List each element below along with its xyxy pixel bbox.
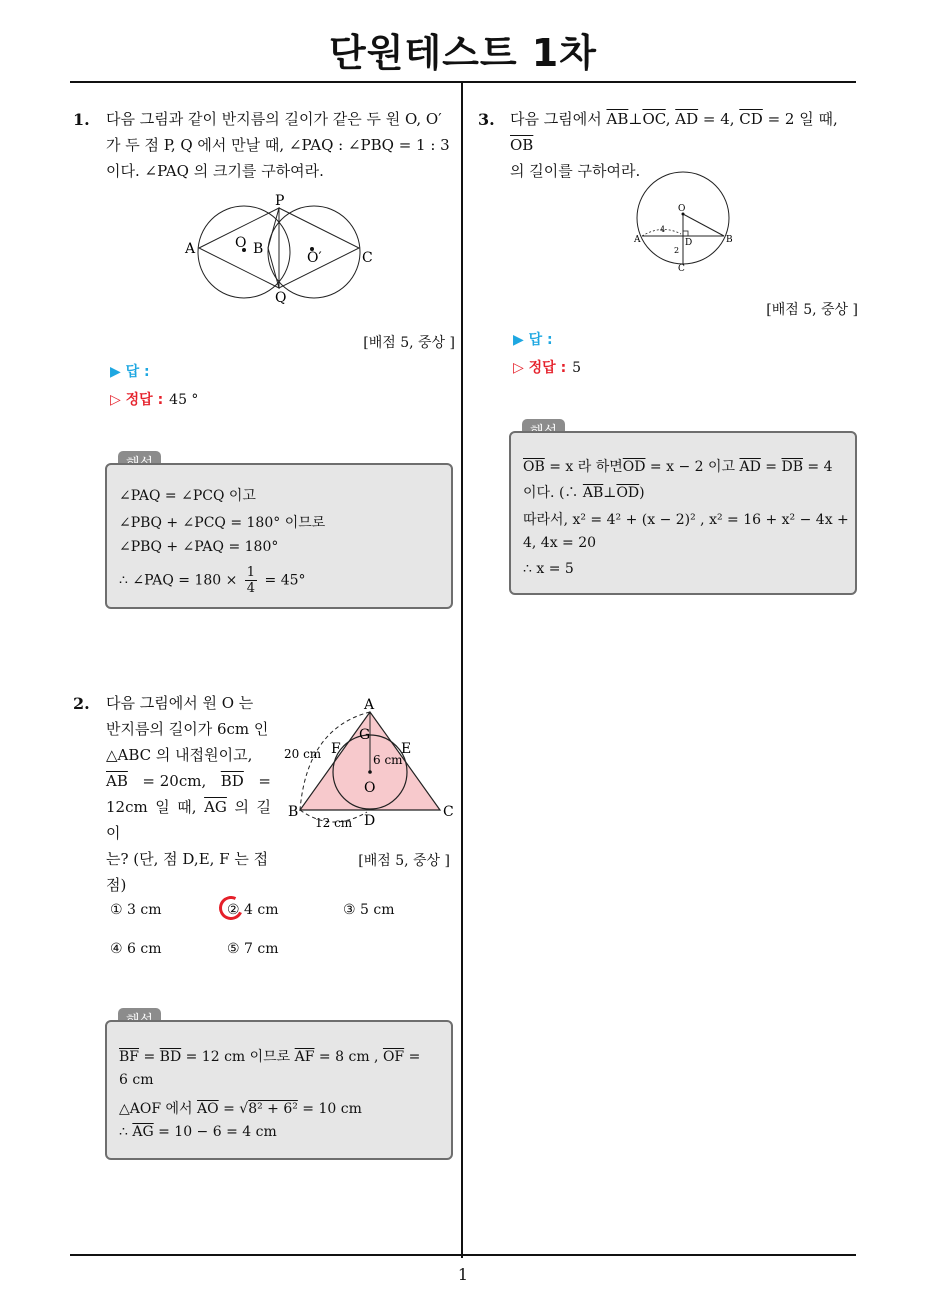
label-b: B	[253, 241, 264, 257]
q1-exp-therefore: ∴ ∠PAQ = 180 ×	[119, 572, 238, 589]
q3-correct-answer	[513, 357, 581, 377]
q1-correct-answer	[110, 389, 198, 409]
page-number: 1	[457, 1265, 469, 1284]
q2-line: 는? (단, 점 D,E, F 는 접	[106, 850, 269, 868]
q2-line: 다음 그림에서 원 O 는	[106, 694, 254, 712]
fraction-den: 4	[246, 581, 256, 596]
q3-line: 의 길이를 구하여라.	[510, 162, 641, 180]
q3-number: 3.	[478, 110, 495, 129]
q2-bd-eq: =	[258, 772, 271, 790]
q3-correct-label: ▷ 정답 :	[513, 360, 567, 376]
label-b: B	[726, 235, 733, 245]
q3-exp-line: 따라서, x² = 4² + (x − 2)² , x² = 16 + x² − 4x +	[523, 512, 849, 528]
q2-line	[106, 768, 271, 794]
label-c: C	[443, 804, 454, 820]
seg-ab: $\overline{AB}$	[106, 772, 128, 790]
q3-exp-line: 이다. (∴ $\overline{AB}\perp\overline{OD}$)	[523, 485, 645, 501]
seg-ob	[683, 214, 724, 236]
q3-line: 다음 그림에서 $\overline{AB}\perp\overline{OC}$, $\overline{AD} = 4$, $\overline{CD} = 2$ 일 때, $\overline{OB}$	[510, 110, 838, 154]
q1-explanation-box	[105, 463, 453, 609]
choice-1[interactable]: ① 3 cm	[110, 902, 162, 918]
label-ab-length: 20 cm	[284, 747, 322, 761]
label-o2: O′	[307, 250, 322, 266]
q1-answer-label: ▶ 답 :	[110, 364, 150, 380]
choice-5[interactable]: ⑤ 7 cm	[227, 941, 279, 957]
label-g: G	[359, 727, 371, 743]
q2-exp-line: $\overline{BF} = \overline{BD} = 12$ cm 이므로 $\overline{AF} = 8$ cm , $\overline{OF}$ =	[119, 1049, 421, 1065]
q1-exp-result: = 45°	[264, 572, 306, 589]
q1-number: 1.	[73, 110, 90, 129]
q3-exp-line: ∴ x = 5	[523, 561, 574, 577]
q1-text	[106, 106, 456, 184]
q2-exp-line: ∴ $\overline{AG} = 10 - 6 = 4$ cm	[119, 1124, 277, 1140]
q1-score: [배점 5, 중상 ]	[363, 335, 455, 351]
q1-correct-label: ▷ 정답 :	[110, 392, 164, 408]
q1-line: 가 두 점 P, Q 에서 만날 때, ∠PAQ : ∠PBQ = 1 : 3	[106, 136, 450, 154]
bottom-rule	[70, 1254, 856, 1256]
page-title: 단원테스트 1차	[329, 31, 597, 75]
q3-exp-line: 4, 4x = 20	[523, 535, 597, 551]
choice-2[interactable]: ② 4 cm	[227, 902, 279, 918]
label-d: D	[685, 238, 693, 248]
label-o: O	[678, 204, 686, 214]
q2-score: [배점 5, 중상 ]	[358, 853, 450, 869]
q2-line: △ABC 의 내접원이고,	[106, 746, 253, 764]
label-o: O	[364, 780, 376, 796]
q2-line: 점)	[106, 876, 127, 894]
label-a: A	[364, 698, 375, 713]
q2-text	[106, 690, 271, 898]
choice-4[interactable]: ④ 6 cm	[110, 941, 162, 957]
q2-explanation-box	[105, 1020, 453, 1160]
choice-3[interactable]: ③ 5 cm	[343, 902, 395, 918]
q2-figure	[282, 698, 462, 833]
q1-exp-line: ∠PAQ = ∠PCQ 이고	[119, 488, 256, 504]
q1-exp-fraction	[245, 565, 257, 596]
q2-ab-val: = 20cm,	[142, 772, 207, 790]
q3-score: [배점 5, 중상 ]	[766, 302, 858, 318]
seg-bd: $\overline{BD}$	[220, 772, 244, 790]
seg-ag: $\overline{AG}$	[204, 798, 227, 816]
label-two: 2	[674, 246, 680, 255]
label-p: P	[275, 193, 285, 209]
label-c: C	[362, 250, 373, 266]
label-d: D	[364, 813, 376, 829]
q3-figure	[630, 168, 740, 273]
label-b: B	[288, 804, 299, 820]
top-rule	[70, 81, 856, 83]
q2-line: 반지름의 길이가 6cm 인	[106, 720, 269, 738]
label-c: C	[678, 264, 685, 273]
q3-answer-label: ▶ 답 :	[513, 332, 553, 348]
fraction-num: 1	[246, 565, 256, 580]
label-a: A	[185, 241, 196, 257]
q3-explanation-box	[509, 431, 857, 595]
q1-exp-line: ∠PBQ + ∠PCQ = 180° 이므로	[119, 515, 326, 531]
label-a: A	[634, 235, 641, 245]
column-divider	[461, 82, 463, 1258]
q3-correct-value: 5	[572, 360, 582, 376]
q1-exp-line: ∠PBQ + ∠PAQ = 180°	[119, 539, 279, 555]
label-four: 4	[660, 225, 666, 234]
label-q: Q	[275, 290, 287, 306]
q1-correct-value: 45 °	[169, 392, 199, 408]
label-e: E	[401, 741, 412, 757]
q1-line: 이다. ∠PAQ 의 크기를 구하여라.	[106, 162, 324, 180]
q1-exp-line	[119, 565, 306, 596]
label-bd-length: 12 cm	[315, 816, 353, 830]
q2-number: 2.	[73, 694, 90, 713]
q2-line: 12cm 일 때, $\overline{AG}$ 의 길이	[106, 798, 271, 842]
q1-figure	[180, 192, 380, 307]
label-radius: 6 cm	[373, 753, 403, 767]
label-f: F	[331, 741, 341, 757]
q3-exp-line: $\overline{OB} = x$ 라 하면$\overline{OD} = x - 2$ 이고 $\overline{AD} = \overline{DB} = 4$	[523, 459, 833, 475]
q1-line: 다음 그림과 같이 반지름의 길이가 같은 두 원 O, O′	[106, 110, 442, 128]
q2-exp-line: 6 cm	[119, 1072, 154, 1088]
label-o: O	[235, 235, 247, 251]
q2-exp-line: △AOF 에서 $\overline{AO} = √8^2 + 6^2 = 10$ cm	[119, 1101, 362, 1117]
